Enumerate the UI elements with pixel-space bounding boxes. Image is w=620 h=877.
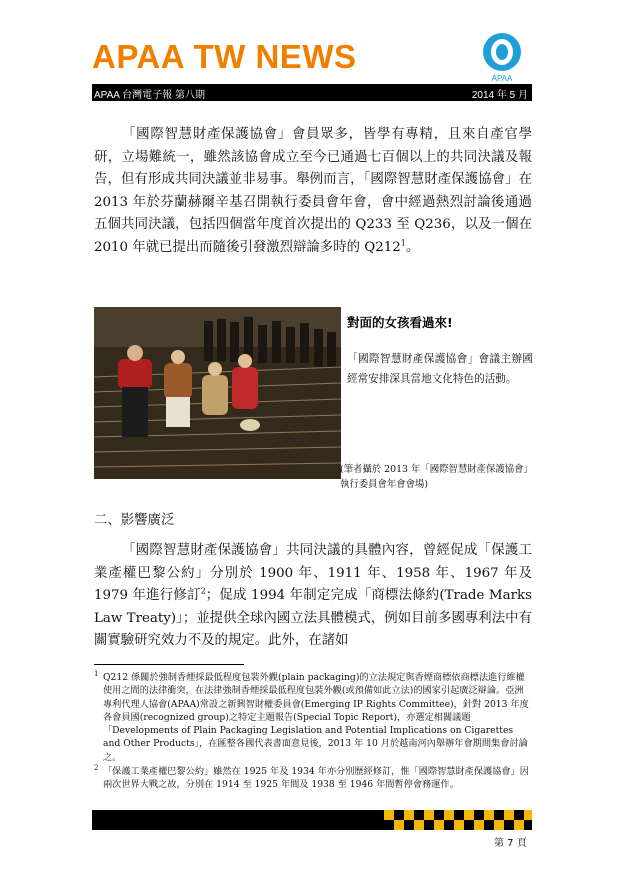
logo-text: APAA: [491, 74, 513, 83]
body-paragraph-1: [94, 124, 532, 259]
page-number: 第 7 頁: [494, 838, 527, 849]
event-photo: [94, 307, 341, 479]
footnote-text: 「保護工業產權巴黎公約」雖然在 1925 年及 1934 年亦分別歷經修訂，惟「國際智慧財產保護協會」因兩次世界大戰之故，分別在 1914 至 1925 年間及 1938 至 1946 年間暫停會務運作。: [103, 766, 529, 791]
footnote-number: 1: [94, 670, 99, 678]
masthead-title: APAA TW NEWS: [92, 38, 357, 75]
para2-text-b: ；促成 1994 年制定完成「商標法條約(Trade Marks Law Treaty)」；並提供全球內國立法具體模式，例如目前多國專利法中有關實驗研究效力不及的規定。此外，在諸如: [94, 588, 532, 648]
footnote-ref-2[interactable]: 2: [200, 586, 206, 596]
checker-pattern: [384, 810, 532, 830]
photo-caption-body: 「國際智慧財產保護協會」會議主辦國經常安排深具當地文化特色的活動。: [347, 353, 533, 385]
issue-label: APAA 台灣電子報 第八期: [94, 90, 205, 101]
para2-text-a: 「國際智慧財產保護協會」共同決議的具體內容，曾經促成「保護工業產權巴黎公約」分別於 1900 年、1911 年、1958 年、1967 年及 1979 年進行修訂: [94, 543, 532, 603]
para1-tail: 。: [405, 239, 420, 255]
apaa-logo: [478, 30, 526, 84]
footnote-ref-1[interactable]: 1: [400, 238, 406, 248]
issue-date: 2014 年 5 月: [471, 90, 528, 101]
footnote-2: [94, 765, 532, 792]
footnote-divider: [94, 664, 244, 665]
photo-caption-title: 對面的女孩看過來!: [347, 315, 453, 330]
section-heading: 二、影響廣泛: [94, 513, 175, 528]
photo-credit-note: (筆者攝於 2013 年「國際智慧財產保護協會」執行委員會年會會場): [340, 464, 529, 490]
header-bar: [92, 84, 532, 101]
footer-bar: [92, 810, 532, 830]
footnote-number: 2: [94, 764, 99, 773]
footnote-1: [94, 671, 532, 764]
para1-text: 「國際智慧財產保護協會」會員眾多，皆學有專精，且來自產官學研，立場難統一，雖然該協會成立至今已通過七百個以上的共同決議及報告，但有形成共同決議並非易事。舉例而言，「國際智慧財產保護協會」在 2013 年於芬蘭赫爾辛基召開執行委員會年會，會中經過熱烈討論後通過五個共同決議，包括四個當年度首次提出的 Q233 至 Q236，以及一個在 2010 年就已提出而隨後引發激烈辯論多時的 Q212: [94, 127, 532, 255]
footnotes: [94, 671, 532, 793]
body-paragraph-2: [94, 540, 532, 653]
footnote-text: Q212 係關於強制香煙採最低程度包裝外觀(plain packaging)的立法規定與香煙商標依商標法進行維權使用之間的法律衝突，在法律強制香煙採最低程度包裝外觀(或預備如此立法)的國家引起廣泛辯論。亞洲專利代理人協會(APAA)常設之新興智財權委員會(Emerging IP Rights Committee)，針對 2013 年度各會員國(recognized group)之特定主題報告(Special Topic Report)，亦選定相關議題「Developments of Plain Packaging Legislation and Potential Implications on Cigarettes and Other Products」，在匯整各國代表書面意見後，2013 年 10 月於越南河內舉辦年會期間集會討論之。: [103, 672, 529, 763]
